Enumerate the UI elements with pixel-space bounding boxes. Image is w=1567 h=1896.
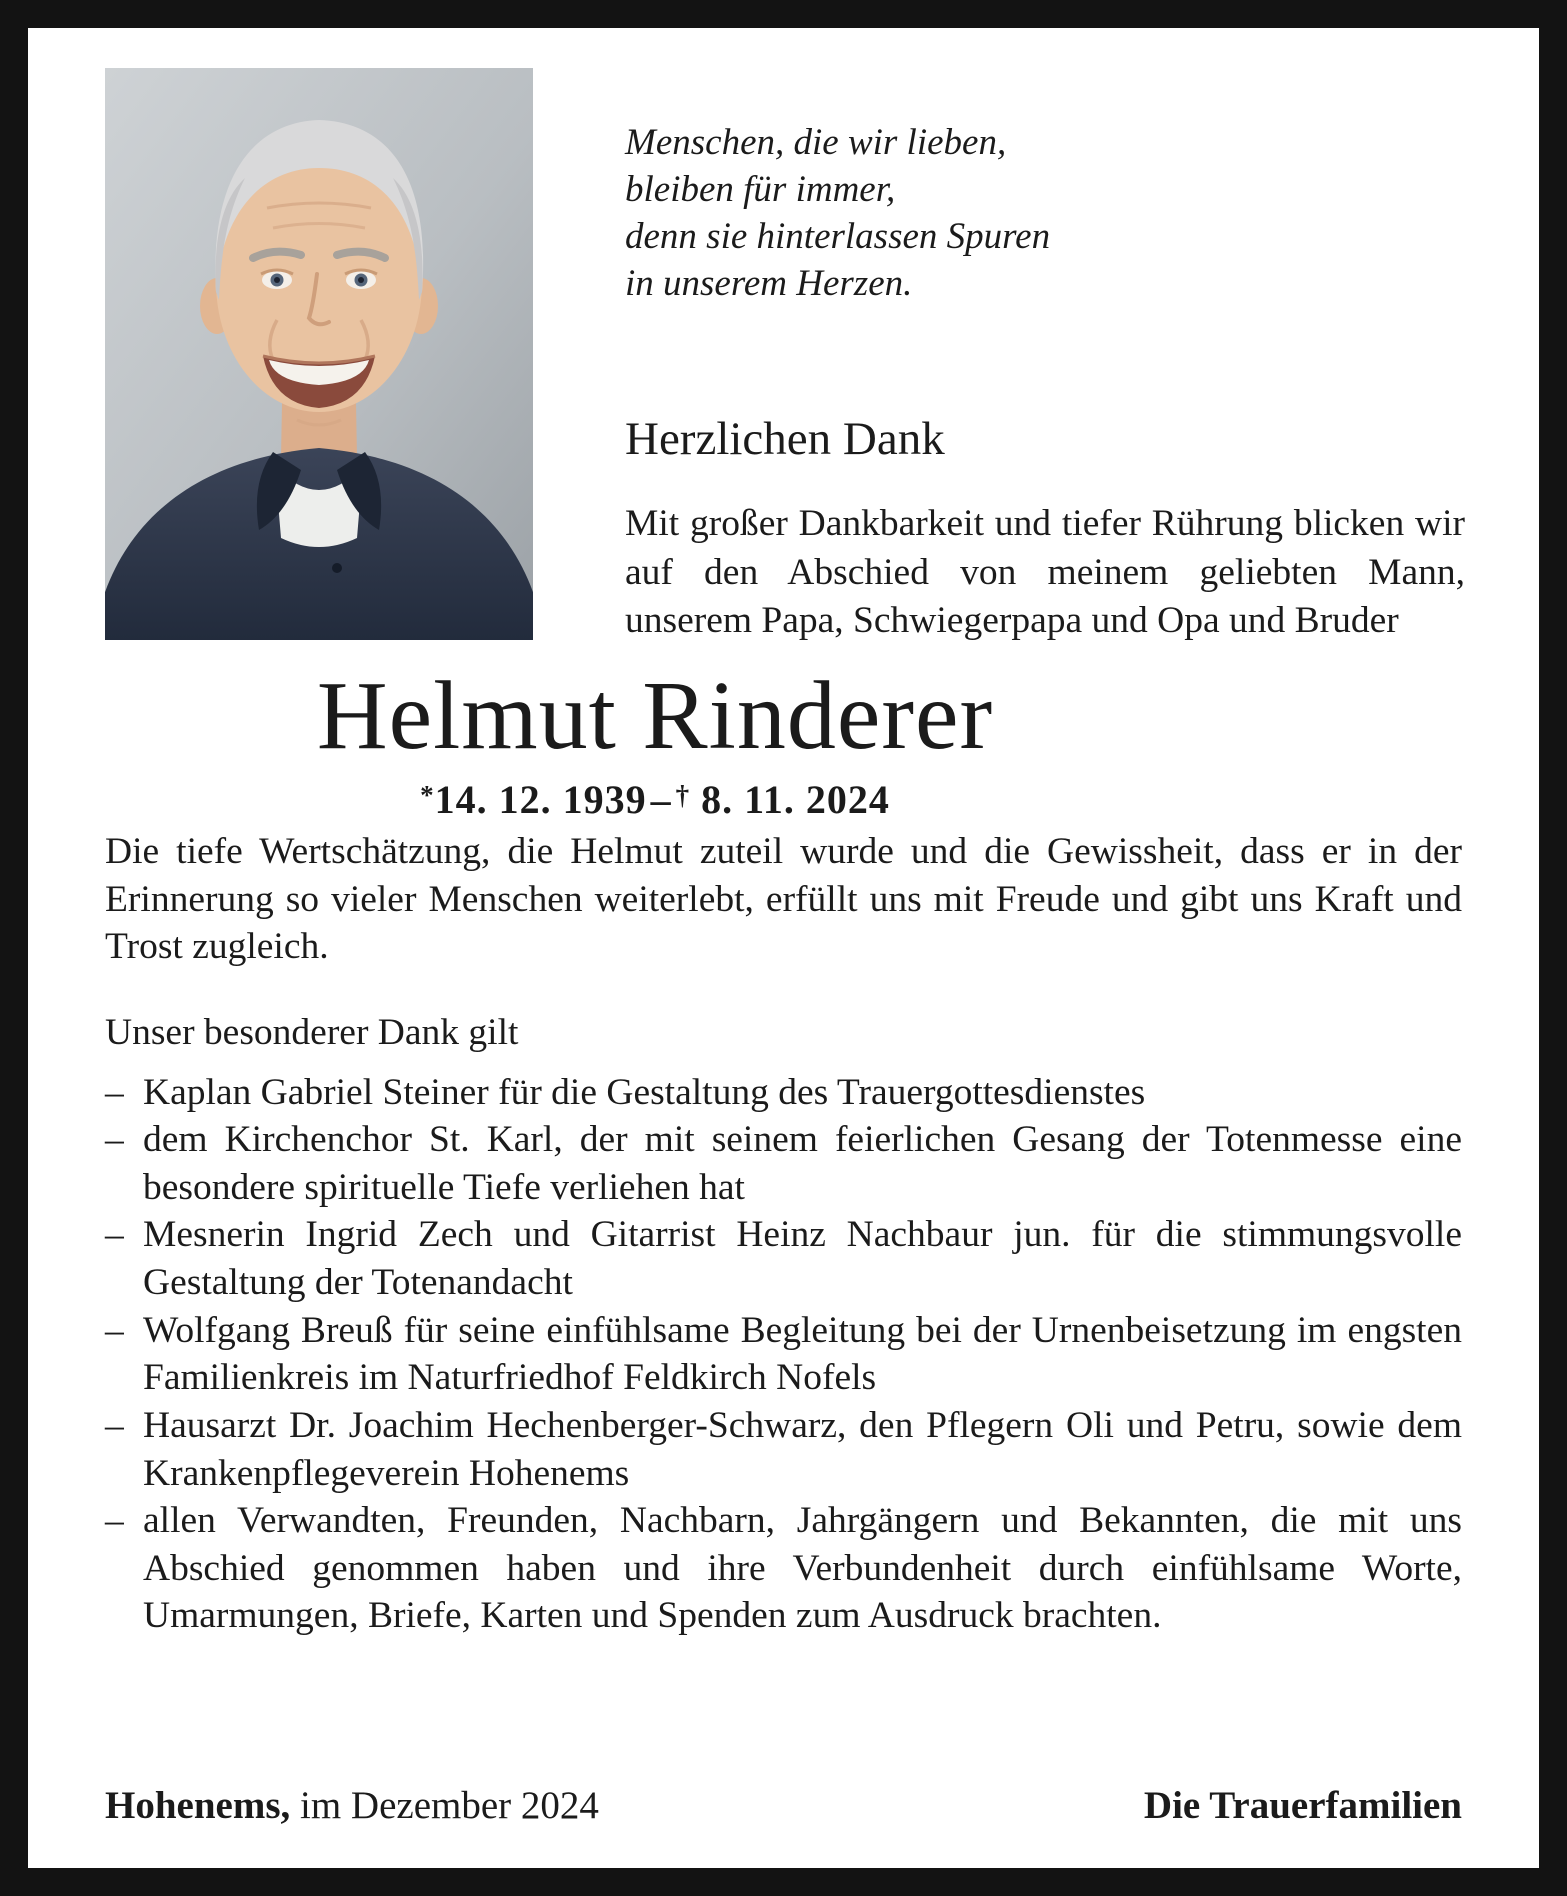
death-symbol: † bbox=[675, 779, 691, 810]
list-item bbox=[105, 1307, 1462, 1402]
list-item-text: dem Kirchenchor St. Karl, der mit seinem feierlichen Gesang der Totenmesse eine besondere spirituelle Tiefe verliehen hat bbox=[143, 1119, 1462, 1208]
footer bbox=[105, 1783, 1462, 1828]
intro-paragraph: Mit großer Dankbarkeit und tiefer Rührung blicken wir auf den Abschied von meinem geliebten Mann, unserem Papa, Schwiegerpapa und Opa und Bruder bbox=[625, 502, 1465, 642]
list-marker: – bbox=[105, 1119, 124, 1161]
list-item-text: Wolfgang Breuß für seine einfühlsame Begleitung bei der Urnenbeisetzung im engsten Familienkreis im Naturfriedhof Feldkirch Nofels bbox=[143, 1309, 1462, 1399]
list-item-text: Hausarzt Dr. Joachim Hechenberger-Schwarz, den Pflegern Oli und Petru, sowie dem Krankenpflegeverein Hohenems bbox=[143, 1404, 1462, 1494]
list-item bbox=[105, 1116, 1462, 1211]
gratitude-paragraph: Die tiefe Wertschätzung, die Helmut zuteil wurde und die Gewissheit, dass er in der Erinnerung so vieler Menschen weiterlebt, erfüllt uns mit Freude und gibt uns Kraft und Trost zugleich. bbox=[105, 831, 1462, 968]
list-marker: – bbox=[105, 1071, 124, 1113]
deceased-name: Helmut Rinderer bbox=[316, 662, 994, 770]
main-text bbox=[105, 828, 1462, 1640]
footer-place: Hohenems, bbox=[105, 1784, 291, 1827]
list-item bbox=[105, 1211, 1462, 1306]
footer-signature: Die Trauerfamilien bbox=[1143, 1784, 1462, 1827]
date-separator: – bbox=[650, 776, 672, 822]
list-marker: – bbox=[105, 1404, 124, 1446]
list-marker: – bbox=[105, 1214, 124, 1256]
portrait-photo-illustration bbox=[105, 68, 533, 640]
birth-symbol: * bbox=[420, 779, 435, 810]
list-marker: – bbox=[105, 1500, 124, 1542]
poem-line: in unserem Herzen. bbox=[625, 262, 913, 304]
death-date: 8. 11. 2024 bbox=[701, 776, 890, 822]
thanks-list bbox=[105, 1069, 1462, 1641]
list-item bbox=[105, 1069, 1462, 1117]
list-item-text: Kaplan Gabriel Steiner für die Gestaltung des Trauergottesdienstes bbox=[143, 1071, 1146, 1113]
list-item bbox=[105, 1402, 1462, 1497]
poem-line: Menschen, die wir lieben, bbox=[625, 122, 1007, 163]
right-column bbox=[625, 120, 1465, 646]
poem-line: denn sie hinterlassen Spuren bbox=[625, 215, 1051, 257]
portrait-photo bbox=[105, 68, 533, 640]
life-dates bbox=[105, 776, 1205, 823]
poem-line: bleiben für immer, bbox=[625, 168, 896, 210]
list-marker: – bbox=[105, 1309, 124, 1351]
memorial-poem bbox=[625, 120, 1465, 308]
list-item bbox=[105, 1497, 1462, 1640]
list-item-text: allen Verwandten, Freunden, Nachbarn, Jahrgängern und Bekannten, die mit uns Abschied genommen haben und ihre Verbundenheit durch einfühlsame Worte, Umarmungen, Briefe, Karten und Spenden zum Ausdruck brachten. bbox=[143, 1500, 1462, 1637]
birth-date: 14. 12. 1939 bbox=[434, 776, 647, 822]
footer-date: im Dezember 2024 bbox=[300, 1784, 599, 1827]
list-item-text: Mesnerin Ingrid Zech und Gitarrist Heinz Nachbaur jun. für die stimmungsvolle Gestaltung der Totenandacht bbox=[143, 1214, 1462, 1303]
place-and-date bbox=[105, 1783, 599, 1828]
thanks-heading: Herzlichen Dank bbox=[625, 412, 945, 465]
deceased-name-block bbox=[105, 662, 1205, 823]
thanks-list-intro: Unser besonderer Dank gilt bbox=[105, 1011, 519, 1053]
